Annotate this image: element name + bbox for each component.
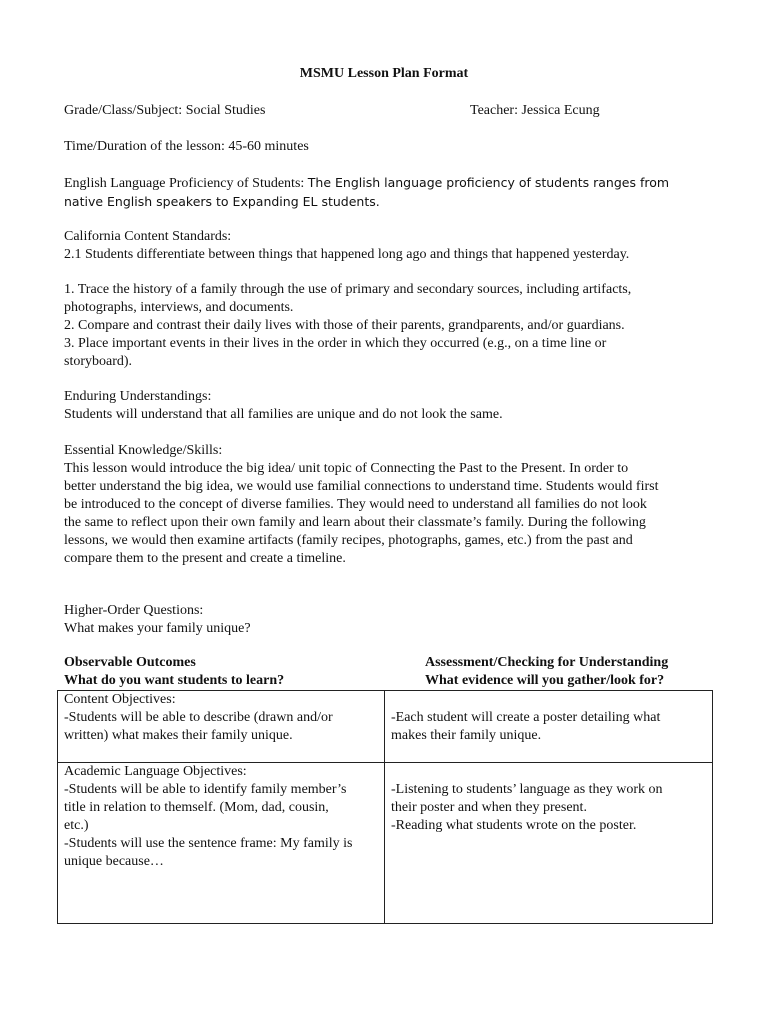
header-label: What do you want students to learn? [64, 673, 285, 688]
cell-line: their poster and when they present. [391, 800, 587, 815]
cell-line: -Students will use the sentence frame: My family is [64, 836, 353, 851]
content-assessment-cell [385, 691, 713, 763]
observable-outcomes-header [64, 654, 384, 690]
essential-heading: Essential Knowledge/Skills: [64, 443, 223, 458]
table-row [58, 691, 713, 763]
standard-item: storyboard). [64, 354, 133, 369]
elp-label: English Language Proficiency of Students: [64, 176, 308, 191]
cell-line: unique because… [64, 854, 164, 869]
essential-line: compare them to the present and create a timeline. [64, 551, 346, 566]
elp-section [64, 174, 704, 211]
essential-line: the same to reflect upon their own family and learn about their classmate’s family. During the following [64, 515, 646, 530]
standard-item: 1. Trace the history of a family through the use of primary and secondary sources, including artifacts, [64, 282, 632, 297]
content-objectives-cell [58, 691, 385, 763]
elp-text-1: The English language proficiency of students ranges from [307, 175, 670, 190]
cell-line: -Students will be able to identify family member’s [64, 782, 347, 797]
grade-class-subject: Grade/Class/Subject: Social Studies [64, 103, 266, 118]
standards-section [64, 228, 704, 264]
essential-line: be introduced to the concept of diverse families. They would need to understand all families do not look [64, 497, 647, 512]
cell-line: -Students will be able to describe (drawn and/or [64, 710, 333, 725]
cell-line: -Reading what students wrote on the poster. [391, 818, 637, 833]
cell-line: makes their family unique. [391, 728, 542, 743]
standard-item: photographs, interviews, and documents. [64, 300, 294, 315]
higher-order-heading: Higher-Order Questions: [64, 603, 204, 618]
cell-line: title in relation to themself. (Mom, dad, cousin, [64, 800, 329, 815]
cell-line: -Listening to students’ language as they work on [391, 782, 663, 797]
header-label: Assessment/Checking for Understanding [425, 655, 669, 670]
standards-heading: California Content Standards: [64, 229, 232, 244]
enduring-heading: Enduring Understandings: [64, 389, 212, 404]
document-title: MSMU Lesson Plan Format [299, 66, 469, 81]
table-row [58, 763, 713, 924]
cell-line: etc.) [64, 818, 89, 833]
essential-line: This lesson would introduce the big idea/ unit topic of Connecting the Past to the Present. In order to [64, 461, 629, 476]
enduring-text: Students will understand that all families are unique and do not look the same. [64, 407, 503, 422]
header-label: What evidence will you gather/look for? [425, 673, 665, 688]
higher-order-question: What makes your family unique? [64, 621, 251, 636]
teacher-name: Teacher: Jessica Ecung [470, 103, 600, 118]
essential-line: better understand the big idea, we would use familial connections to understand time. Students would first [64, 479, 659, 494]
standards-list [64, 281, 704, 371]
header-label: Observable Outcomes [64, 655, 196, 670]
higher-order-section [64, 602, 704, 638]
elp-text-2: native English speakers to Expanding EL students. [64, 194, 380, 209]
standard-item: 2. Compare and contrast their daily lives with those of their parents, grandparents, and/or guardians. [64, 318, 625, 333]
objectives-table [57, 690, 713, 924]
academic-language-assessment-cell [385, 763, 713, 924]
standard-2-1: 2.1 Students differentiate between things that happened long ago and things that happened yesterday. [64, 247, 630, 262]
academic-language-objectives-cell [58, 763, 385, 924]
essential-line: lessons, we would then examine artifacts (family recipes, photographs, games, etc.) from the past and [64, 533, 633, 548]
lesson-duration: Time/Duration of the lesson: 45-60 minutes [64, 139, 309, 154]
standard-item: 3. Place important events in their lives in the order in which they occurred (e.g., on a time line or [64, 336, 607, 351]
essential-knowledge-section [64, 442, 704, 568]
cell-line: Academic Language Objectives: [64, 764, 247, 779]
assessment-header [425, 654, 725, 690]
enduring-understandings-section [64, 388, 704, 424]
cell-line: written) what makes their family unique. [64, 728, 293, 743]
cell-line: -Each student will create a poster detailing what [391, 710, 661, 725]
cell-line: Content Objectives: [64, 692, 176, 707]
